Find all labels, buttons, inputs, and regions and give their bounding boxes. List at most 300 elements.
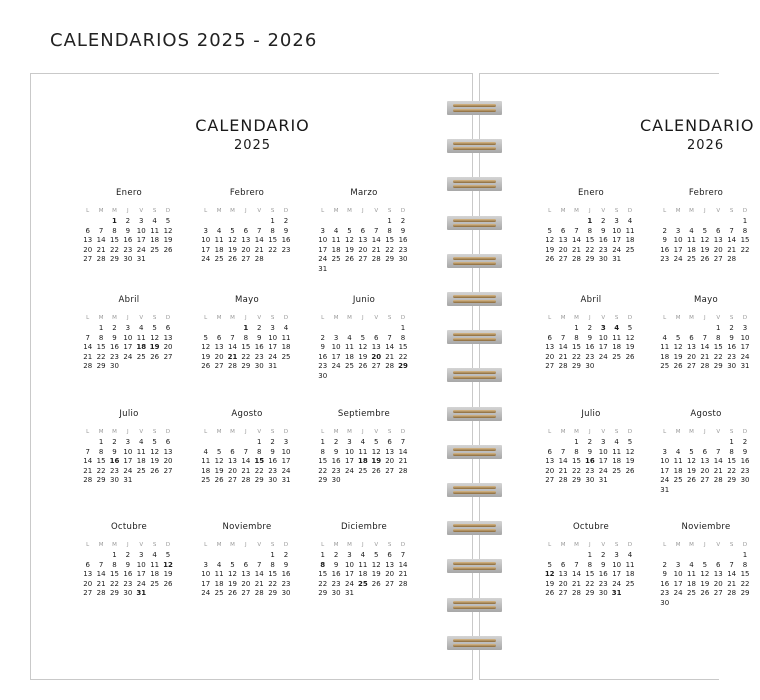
day: 26 xyxy=(700,589,710,598)
month-abril xyxy=(543,295,639,372)
empty-cell xyxy=(212,217,225,227)
day: 16 xyxy=(331,570,341,579)
day: 15 xyxy=(572,343,581,352)
day: 13 xyxy=(700,457,710,466)
day: 8 xyxy=(257,447,262,456)
day: 21 xyxy=(241,466,251,475)
day: 4 xyxy=(333,226,339,235)
empty-cell xyxy=(239,551,252,561)
day: 21 xyxy=(83,352,93,361)
day: 16 xyxy=(268,457,278,466)
day: 23 xyxy=(740,466,750,475)
weekday-letter: M xyxy=(574,542,579,548)
day: 12 xyxy=(371,560,381,569)
weekday-letter: L xyxy=(663,315,667,321)
day: 21 xyxy=(96,245,106,254)
day: 11 xyxy=(150,226,160,235)
day: 17 xyxy=(660,466,670,475)
day: 25 xyxy=(687,589,696,598)
weekday-header xyxy=(316,315,412,321)
day: 18 xyxy=(136,457,146,466)
day: 18 xyxy=(673,466,683,475)
weekday-letter: J xyxy=(362,208,364,214)
day: 23 xyxy=(110,466,119,475)
ring-wire xyxy=(453,562,496,565)
day: 23 xyxy=(660,255,670,264)
day: 29 xyxy=(254,476,264,485)
weekday-letter: S xyxy=(387,315,392,321)
day: 2 xyxy=(283,551,289,559)
month-name: Septiembre xyxy=(337,409,391,419)
day: 19 xyxy=(358,352,368,361)
day: 14 xyxy=(558,457,568,466)
day: 9 xyxy=(270,447,275,456)
day: 22 xyxy=(740,579,750,588)
day: 6 xyxy=(716,560,721,569)
day: 13 xyxy=(385,447,395,456)
day: 4 xyxy=(203,447,208,456)
day: 27 xyxy=(545,476,555,485)
day: 15 xyxy=(96,343,106,352)
day: 19 xyxy=(228,579,237,588)
weekday-letter: V xyxy=(601,208,606,214)
day: 4 xyxy=(216,560,222,569)
empty-cell xyxy=(570,217,583,227)
weekday-letter: S xyxy=(387,208,392,214)
day: 13 xyxy=(545,457,555,466)
ring-wire xyxy=(453,300,496,303)
day: 14 xyxy=(83,457,93,466)
weekday-letter: V xyxy=(139,429,144,435)
day: 21 xyxy=(727,245,737,254)
day: 5 xyxy=(360,333,366,342)
weekday-letter: D xyxy=(165,315,171,321)
day: 15 xyxy=(110,570,119,579)
day: 2 xyxy=(742,438,748,446)
day: 13 xyxy=(687,343,696,352)
day: 22 xyxy=(572,466,581,475)
day: 10 xyxy=(673,236,683,245)
weekday-letter: L xyxy=(321,542,325,548)
day: 24 xyxy=(318,255,328,264)
day: 13 xyxy=(371,343,381,352)
month-name: Octubre xyxy=(110,522,148,532)
empty-cell xyxy=(671,438,684,448)
day: 8 xyxy=(387,226,392,235)
weekday-header xyxy=(543,315,639,321)
weekday-letter: S xyxy=(152,208,157,214)
ring-plate xyxy=(447,445,502,459)
day: 26 xyxy=(214,476,224,485)
day: 18 xyxy=(201,466,211,475)
weekday-letter: D xyxy=(283,429,289,435)
day: 20 xyxy=(385,457,395,466)
day: 25 xyxy=(673,476,683,485)
weekday-letter: D xyxy=(742,208,748,214)
weekday-letter: M xyxy=(574,429,579,435)
day: 6 xyxy=(230,447,235,456)
weekday-letter: M xyxy=(675,315,681,321)
day: 2 xyxy=(729,324,734,332)
day: 26 xyxy=(228,255,237,264)
day: 28 xyxy=(83,362,93,371)
day: 11 xyxy=(687,236,696,245)
weekday-letter: L xyxy=(204,208,208,214)
day: 21 xyxy=(572,579,581,588)
holiday-day: 25 xyxy=(357,579,368,588)
day: 30 xyxy=(585,362,595,371)
day: 8 xyxy=(716,333,721,342)
day: 4 xyxy=(614,438,619,446)
empty-cell xyxy=(253,551,266,561)
day: 5 xyxy=(547,226,552,235)
day: 14 xyxy=(228,343,237,352)
binding-ring xyxy=(447,407,502,421)
empty-cell xyxy=(570,551,583,561)
weekday-header xyxy=(543,208,639,214)
holiday-day: 19 xyxy=(371,457,382,466)
day: 29 xyxy=(110,589,119,598)
ring-wire xyxy=(453,262,496,265)
day-grid xyxy=(316,217,412,275)
weekday-letter: S xyxy=(614,208,619,214)
day: 22 xyxy=(110,579,119,588)
day: 4 xyxy=(360,438,366,446)
empty-cell xyxy=(226,217,239,227)
day: 30 xyxy=(331,589,341,598)
day: 11 xyxy=(214,236,224,245)
day: 5 xyxy=(203,333,208,342)
empty-cell xyxy=(343,324,356,334)
day: 23 xyxy=(318,362,328,371)
month-name: Mayo xyxy=(694,295,718,305)
day: 7 xyxy=(98,560,104,569)
empty-cell xyxy=(343,217,356,227)
month-name: Julio xyxy=(119,409,139,419)
ring-wire xyxy=(453,639,496,642)
day: 4 xyxy=(347,333,352,342)
weekday-letter: S xyxy=(270,429,275,435)
day: 5 xyxy=(627,438,633,446)
day: 18 xyxy=(214,245,224,254)
binding-ring xyxy=(447,254,502,268)
day: 13 xyxy=(545,343,555,352)
day: 1 xyxy=(112,551,117,559)
ring-wire xyxy=(453,486,496,489)
day: 30 xyxy=(331,476,341,485)
empty-cell xyxy=(94,217,107,227)
empty-cell xyxy=(253,217,266,227)
day: 29 xyxy=(585,255,595,264)
holiday-day: 18 xyxy=(357,457,368,466)
day: 28 xyxy=(254,255,264,264)
day: 7 xyxy=(400,551,406,559)
day: 10 xyxy=(136,226,146,235)
day: 10 xyxy=(201,570,211,579)
weekday-letter: M xyxy=(560,429,566,435)
day: 11 xyxy=(281,333,291,342)
day: 6 xyxy=(560,560,566,569)
weekday-letter: M xyxy=(98,429,104,435)
ring-wire xyxy=(453,109,496,112)
weekday-letter: L xyxy=(86,542,90,548)
day: 7 xyxy=(574,560,579,569)
weekday-letter: J xyxy=(589,429,591,435)
day: 31 xyxy=(123,476,133,485)
day: 17 xyxy=(612,236,622,245)
weekday-header xyxy=(316,542,412,548)
day: 4 xyxy=(627,217,633,225)
empty-cell xyxy=(671,324,684,334)
day: 22 xyxy=(268,579,278,588)
weekday-header xyxy=(199,429,295,435)
day-grid xyxy=(81,438,177,486)
empty-cell xyxy=(226,324,239,334)
day: 12 xyxy=(625,447,635,456)
weekday-header xyxy=(316,429,412,435)
empty-cell xyxy=(658,217,671,227)
weekday-letter: S xyxy=(729,429,734,435)
day: 29 xyxy=(572,362,581,371)
day: 3 xyxy=(614,551,619,559)
empty-cell xyxy=(329,217,342,227)
day: 5 xyxy=(689,447,694,456)
weekday-letter: M xyxy=(675,208,681,214)
day: 21 xyxy=(385,352,395,361)
day: 19 xyxy=(625,457,635,466)
day: 28 xyxy=(398,466,408,475)
empty-cell xyxy=(356,324,369,334)
day: 6 xyxy=(387,551,392,559)
day: 12 xyxy=(687,457,696,466)
day: 25 xyxy=(150,579,160,588)
day: 14 xyxy=(713,457,723,466)
empty-cell xyxy=(698,217,711,227)
day: 7 xyxy=(400,438,406,446)
month-name: Julio xyxy=(581,409,601,419)
weekday-letter: M xyxy=(574,315,579,321)
day: 7 xyxy=(716,447,721,456)
day: 27 xyxy=(83,589,93,598)
day: 6 xyxy=(165,438,171,446)
day: 29 xyxy=(318,476,328,485)
day: 28 xyxy=(96,255,106,264)
day: 28 xyxy=(96,589,106,598)
weekday-letter: S xyxy=(729,542,734,548)
weekday-letter: M xyxy=(98,542,104,548)
weekday-letter: S xyxy=(270,315,275,321)
weekday-letter: L xyxy=(548,429,552,435)
ring-wire xyxy=(453,142,496,145)
holiday-day: 21 xyxy=(227,352,238,361)
empty-cell xyxy=(543,324,556,334)
weekday-letter: V xyxy=(257,429,262,435)
weekday-letter: M xyxy=(333,429,339,435)
weekday-header xyxy=(316,208,412,214)
day: 12 xyxy=(150,447,160,456)
ring-wire xyxy=(453,185,496,188)
day: 25 xyxy=(612,352,622,361)
binding-ring xyxy=(447,445,502,459)
day: 7 xyxy=(243,447,249,456)
day: 20 xyxy=(241,579,251,588)
day: 7 xyxy=(85,447,90,456)
day: 14 xyxy=(558,343,568,352)
day: 8 xyxy=(112,226,117,235)
day: 16 xyxy=(598,236,608,245)
day: 24 xyxy=(201,255,211,264)
day: 29 xyxy=(96,362,106,371)
day-grid xyxy=(543,324,639,372)
day: 4 xyxy=(689,560,694,569)
day: 22 xyxy=(572,352,581,361)
day: 16 xyxy=(254,343,264,352)
day: 1 xyxy=(574,324,579,332)
day: 20 xyxy=(83,245,93,254)
weekday-header xyxy=(199,315,295,321)
day: 17 xyxy=(136,570,146,579)
weekday-letter: S xyxy=(152,315,157,321)
day: 9 xyxy=(601,226,606,235)
day: 21 xyxy=(727,579,737,588)
weekday-letter: D xyxy=(165,429,171,435)
weekday-letter: V xyxy=(601,315,606,321)
day: 22 xyxy=(713,352,723,361)
empty-cell xyxy=(370,217,383,227)
holiday-day: 16 xyxy=(109,457,120,466)
day-grid xyxy=(543,438,639,486)
day: 17 xyxy=(598,343,608,352)
day: 18 xyxy=(345,352,354,361)
day: 15 xyxy=(727,457,737,466)
weekday-letter: S xyxy=(614,429,619,435)
day: 6 xyxy=(85,226,90,235)
day: 7 xyxy=(257,226,262,235)
day: 24 xyxy=(612,245,622,254)
weekday-letter: L xyxy=(204,429,208,435)
day: 16 xyxy=(331,457,341,466)
day: 24 xyxy=(345,579,354,588)
day: 14 xyxy=(241,457,251,466)
weekday-letter: M xyxy=(347,542,352,548)
day: 8 xyxy=(574,333,579,342)
day: 24 xyxy=(673,255,683,264)
day: 3 xyxy=(203,226,208,235)
day: 16 xyxy=(740,457,750,466)
day-grid xyxy=(658,551,754,609)
weekday-letter: M xyxy=(98,208,104,214)
day: 6 xyxy=(716,226,721,235)
day: 23 xyxy=(281,579,291,588)
day: 19 xyxy=(201,352,211,361)
day-grid xyxy=(81,217,177,265)
right-page-2026 xyxy=(479,73,755,680)
weekday-letter: M xyxy=(675,429,681,435)
day: 18 xyxy=(625,570,635,579)
month-name: Octubre xyxy=(572,522,610,532)
day: 15 xyxy=(740,236,750,245)
day: 22 xyxy=(110,245,119,254)
day-grid xyxy=(658,324,754,372)
month-enero xyxy=(81,188,177,265)
day: 5 xyxy=(547,560,552,569)
day: 23 xyxy=(268,466,278,475)
weekday-letter: L xyxy=(204,315,208,321)
day: 30 xyxy=(727,362,737,371)
ring-wire xyxy=(453,524,496,527)
day: 25 xyxy=(331,255,341,264)
day: 11 xyxy=(673,457,683,466)
day: 3 xyxy=(675,560,681,569)
weekday-header xyxy=(199,208,295,214)
ring-wire xyxy=(453,180,496,183)
day: 6 xyxy=(243,560,249,569)
weekday-letter: L xyxy=(663,208,667,214)
binding-ring xyxy=(447,292,502,306)
day-grid xyxy=(543,551,639,599)
day: 5 xyxy=(165,217,171,225)
day: 6 xyxy=(702,447,708,456)
page-title: CALENDARIO xyxy=(640,116,755,135)
empty-cell xyxy=(725,551,738,561)
holiday-day: 1 xyxy=(587,217,593,225)
day: 19 xyxy=(214,466,224,475)
day: 14 xyxy=(398,560,408,569)
day: 24 xyxy=(268,352,278,361)
weekday-letter: M xyxy=(347,429,352,435)
day: 27 xyxy=(385,466,395,475)
day: 30 xyxy=(598,589,608,598)
day: 23 xyxy=(660,589,670,598)
weekday-letter: M xyxy=(675,542,681,548)
day: 11 xyxy=(214,570,224,579)
day: 15 xyxy=(585,570,595,579)
day: 4 xyxy=(689,226,694,235)
weekday-letter: D xyxy=(400,429,406,435)
weekday-letter: M xyxy=(560,208,566,214)
day: 26 xyxy=(673,362,683,371)
ring-wire xyxy=(453,219,496,222)
day: 5 xyxy=(374,438,379,446)
day: 17 xyxy=(612,570,622,579)
weekday-letter: M xyxy=(112,208,117,214)
day: 26 xyxy=(687,476,696,485)
day: 1 xyxy=(98,438,104,446)
weekday-letter: M xyxy=(560,315,566,321)
day: 28 xyxy=(558,362,568,371)
weekday-letter: J xyxy=(245,542,247,548)
day: 13 xyxy=(713,236,723,245)
day: 26 xyxy=(545,589,555,598)
day: 28 xyxy=(385,362,395,371)
day: 17 xyxy=(345,570,354,579)
weekday-letter: S xyxy=(270,542,275,548)
day: 8 xyxy=(742,560,748,569)
weekday-letter: M xyxy=(216,429,222,435)
day: 19 xyxy=(545,579,555,588)
day: 26 xyxy=(358,362,368,371)
day: 31 xyxy=(598,476,608,485)
day: 15 xyxy=(268,570,278,579)
day: 12 xyxy=(228,570,237,579)
day: 27 xyxy=(228,476,237,485)
day: 6 xyxy=(374,333,379,342)
day: 9 xyxy=(333,560,339,569)
day: 17 xyxy=(123,343,133,352)
weekday-letter: L xyxy=(321,208,325,214)
day: 6 xyxy=(689,333,694,342)
day: 22 xyxy=(727,466,737,475)
